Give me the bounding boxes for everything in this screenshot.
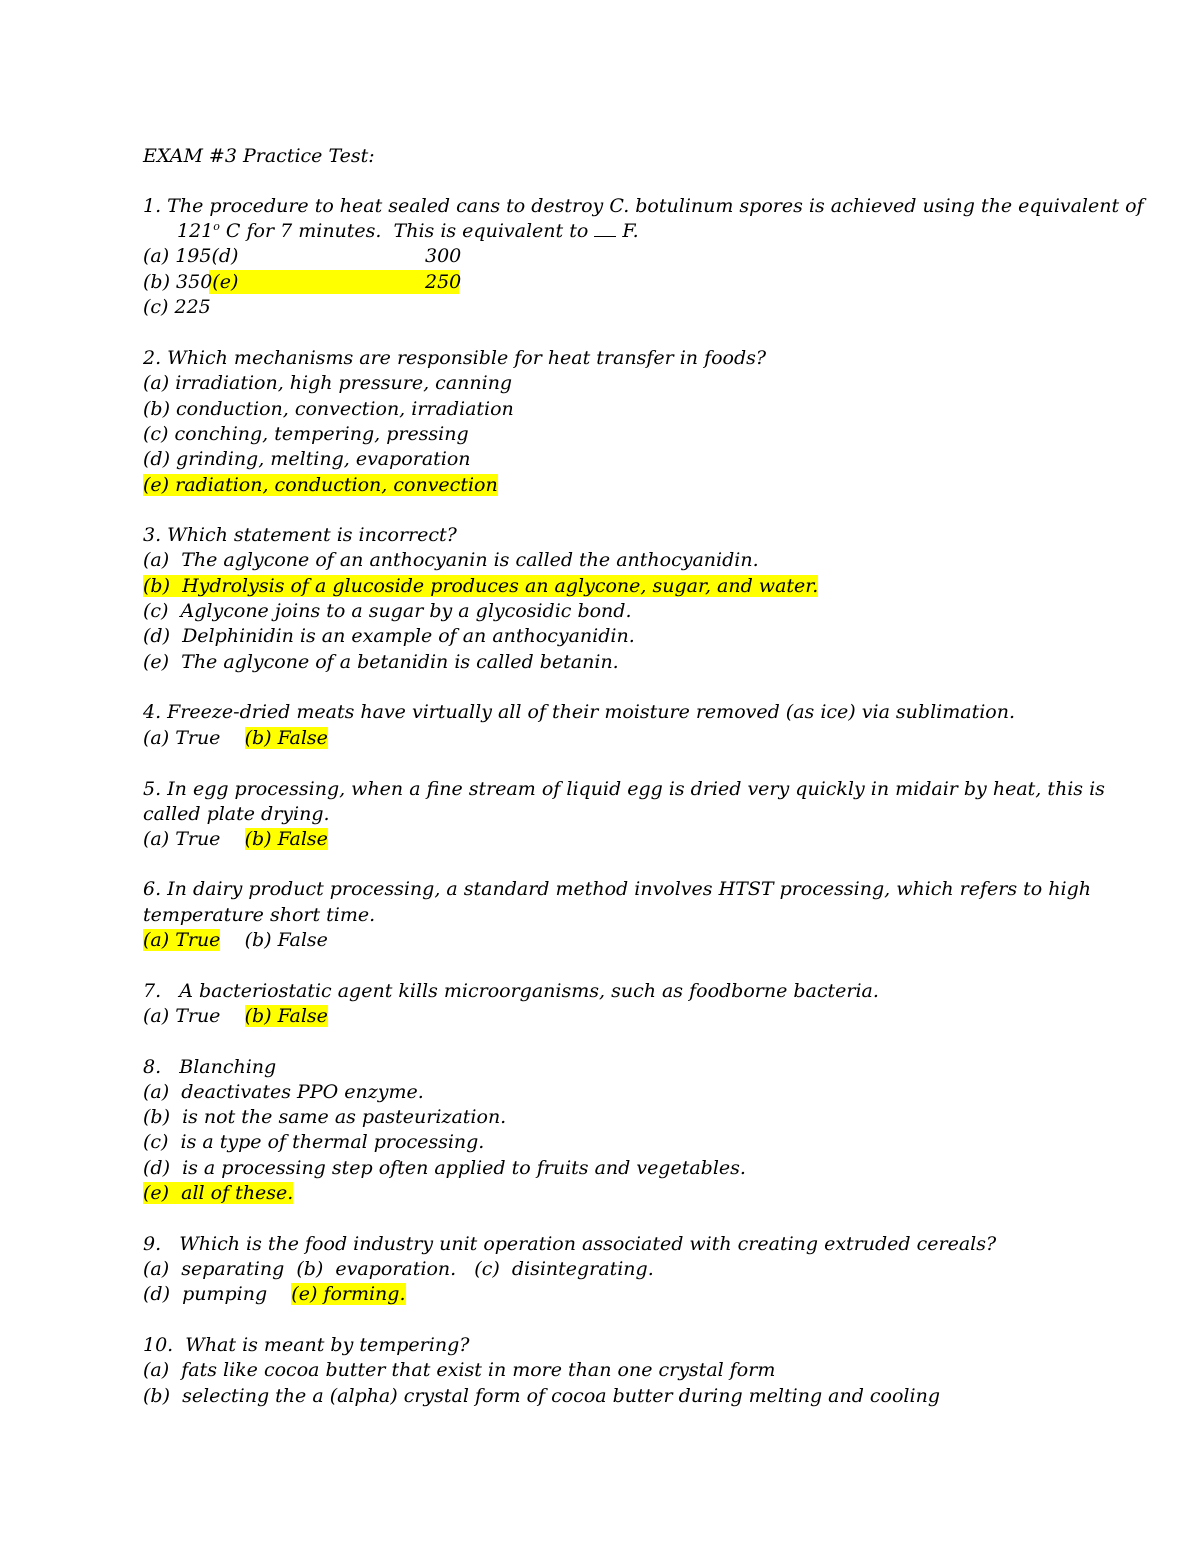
q9-option-b: (b) evaporation. bbox=[296, 1258, 457, 1280]
q1-option-d-label: (d) bbox=[211, 245, 239, 267]
q10-option-a: (a) fats like cocoa butter that exist in more than one crystal form bbox=[143, 1359, 776, 1381]
q3-text: 3. Which statement is incorrect? bbox=[143, 524, 457, 546]
q5-options bbox=[143, 827, 328, 852]
q1-temp: 121 bbox=[177, 220, 214, 242]
q3-option-d: (d) Delphinidin is an example of an anthocyanidin. bbox=[143, 625, 635, 647]
q7-option-a: (a) True bbox=[143, 1005, 221, 1027]
q5-text-line1: 5. In egg processing, when a fine stream of liquid egg is dried very quickly in midair by heat, this is bbox=[143, 778, 1105, 800]
q10-text: 10. What is meant by tempering? bbox=[143, 1334, 470, 1356]
q1-option-d-value: 300 bbox=[425, 245, 462, 267]
q1-text-line2 bbox=[177, 219, 639, 244]
q7-text: 7. A bacteriostatic agent kills microorganisms, such as foodborne bacteria. bbox=[143, 980, 879, 1002]
q1-option-e-label: (e) bbox=[212, 271, 239, 293]
q1-option-a: (a) 195 bbox=[143, 245, 212, 267]
q8-option-b: (b) is not the same as pasteurization. bbox=[143, 1106, 507, 1128]
q3-option-e: (e) The aglycone of a betanidin is called betanin. bbox=[143, 651, 619, 673]
q2-option-e: (e) radiation, conduction, convection bbox=[143, 474, 498, 496]
q1-option-c: (c) 225 bbox=[143, 296, 211, 318]
q9-options-row1 bbox=[143, 1257, 654, 1282]
q8-option-c: (c) is a type of thermal processing. bbox=[143, 1131, 485, 1153]
q1-option-e-value: 250 bbox=[425, 271, 462, 293]
q6-option-a: (a) True bbox=[143, 929, 221, 951]
q6-text-line2: temperature short time. bbox=[143, 904, 376, 926]
q1-text-line1: 1. The procedure to heat sealed cans to destroy C. botulinum spores is achieved using the equivalent of bbox=[143, 195, 1144, 217]
answer-blank bbox=[594, 220, 616, 237]
q7-option-b: (b) False bbox=[244, 1005, 328, 1027]
page-title: EXAM #3 Practice Test: bbox=[143, 145, 375, 167]
q1-answer-highlight bbox=[209, 270, 462, 294]
q5-text-line2: called plate drying. bbox=[143, 803, 330, 825]
q1-text-mid: C for 7 minutes. This is equivalent to bbox=[219, 220, 595, 242]
q3-option-b: (b) Hydrolysis of a glucoside produces an aglycone, sugar, and water. bbox=[143, 575, 819, 597]
q3-option-a: (a) The aglycone of an anthocyanin is called the anthocyanidin. bbox=[143, 549, 759, 571]
q4-option-a: (a) True bbox=[143, 727, 221, 749]
q2-text: 2. Which mechanisms are responsible for heat transfer in foods? bbox=[143, 347, 767, 369]
q6-option-b: (b) False bbox=[244, 929, 328, 951]
q4-options bbox=[143, 726, 328, 751]
q8-option-a: (a) deactivates PPO enzyme. bbox=[143, 1081, 424, 1103]
q1-options-row2 bbox=[143, 270, 543, 295]
q5-option-a: (a) True bbox=[143, 828, 221, 850]
q4-option-b: (b) False bbox=[244, 727, 328, 749]
degree-symbol: o bbox=[213, 220, 220, 233]
q5-option-b: (b) False bbox=[244, 828, 328, 850]
q3-option-c: (c) Aglycone joins to a sugar by a glycosidic bond. bbox=[143, 600, 632, 622]
q8-option-d: (d) is a processing step often applied to fruits and vegetables. bbox=[143, 1157, 746, 1179]
q9-text: 9. Which is the food industry unit operation associated with creating extruded cereals? bbox=[143, 1233, 997, 1255]
q1-unit: F. bbox=[616, 220, 639, 242]
q6-options bbox=[143, 928, 328, 953]
q8-text: 8. Blanching bbox=[143, 1056, 277, 1078]
q1-options-row1 bbox=[143, 244, 543, 269]
q9-option-a: (a) separating bbox=[143, 1258, 285, 1280]
q9-option-e: (e) forming. bbox=[291, 1283, 406, 1305]
q7-options bbox=[143, 1004, 328, 1029]
q10-option-b: (b) selecting the a (alpha) crystal form of cocoa butter during melting and cooling bbox=[143, 1385, 940, 1407]
q2-option-b: (b) conduction, convection, irradiation bbox=[143, 398, 514, 420]
q2-option-a: (a) irradiation, high pressure, canning bbox=[143, 372, 513, 394]
q6-text-line1: 6. In dairy product processing, a standard method involves HTST processing, which refers to high bbox=[143, 878, 1091, 900]
q2-option-d: (d) grinding, melting, evaporation bbox=[143, 448, 471, 470]
q9-option-d: (d) pumping bbox=[143, 1283, 268, 1305]
q8-option-e: (e) all of these. bbox=[143, 1182, 294, 1204]
q9-option-c: (c) disintegrating. bbox=[474, 1258, 654, 1280]
q4-text: 4. Freeze-dried meats have virtually all of their moisture removed (as ice) via sublimation. bbox=[143, 701, 1016, 723]
q9-options-row2 bbox=[143, 1282, 406, 1307]
q1-option-b: (b) 350 bbox=[143, 271, 213, 293]
q2-option-c: (c) conching, tempering, pressing bbox=[143, 423, 469, 445]
